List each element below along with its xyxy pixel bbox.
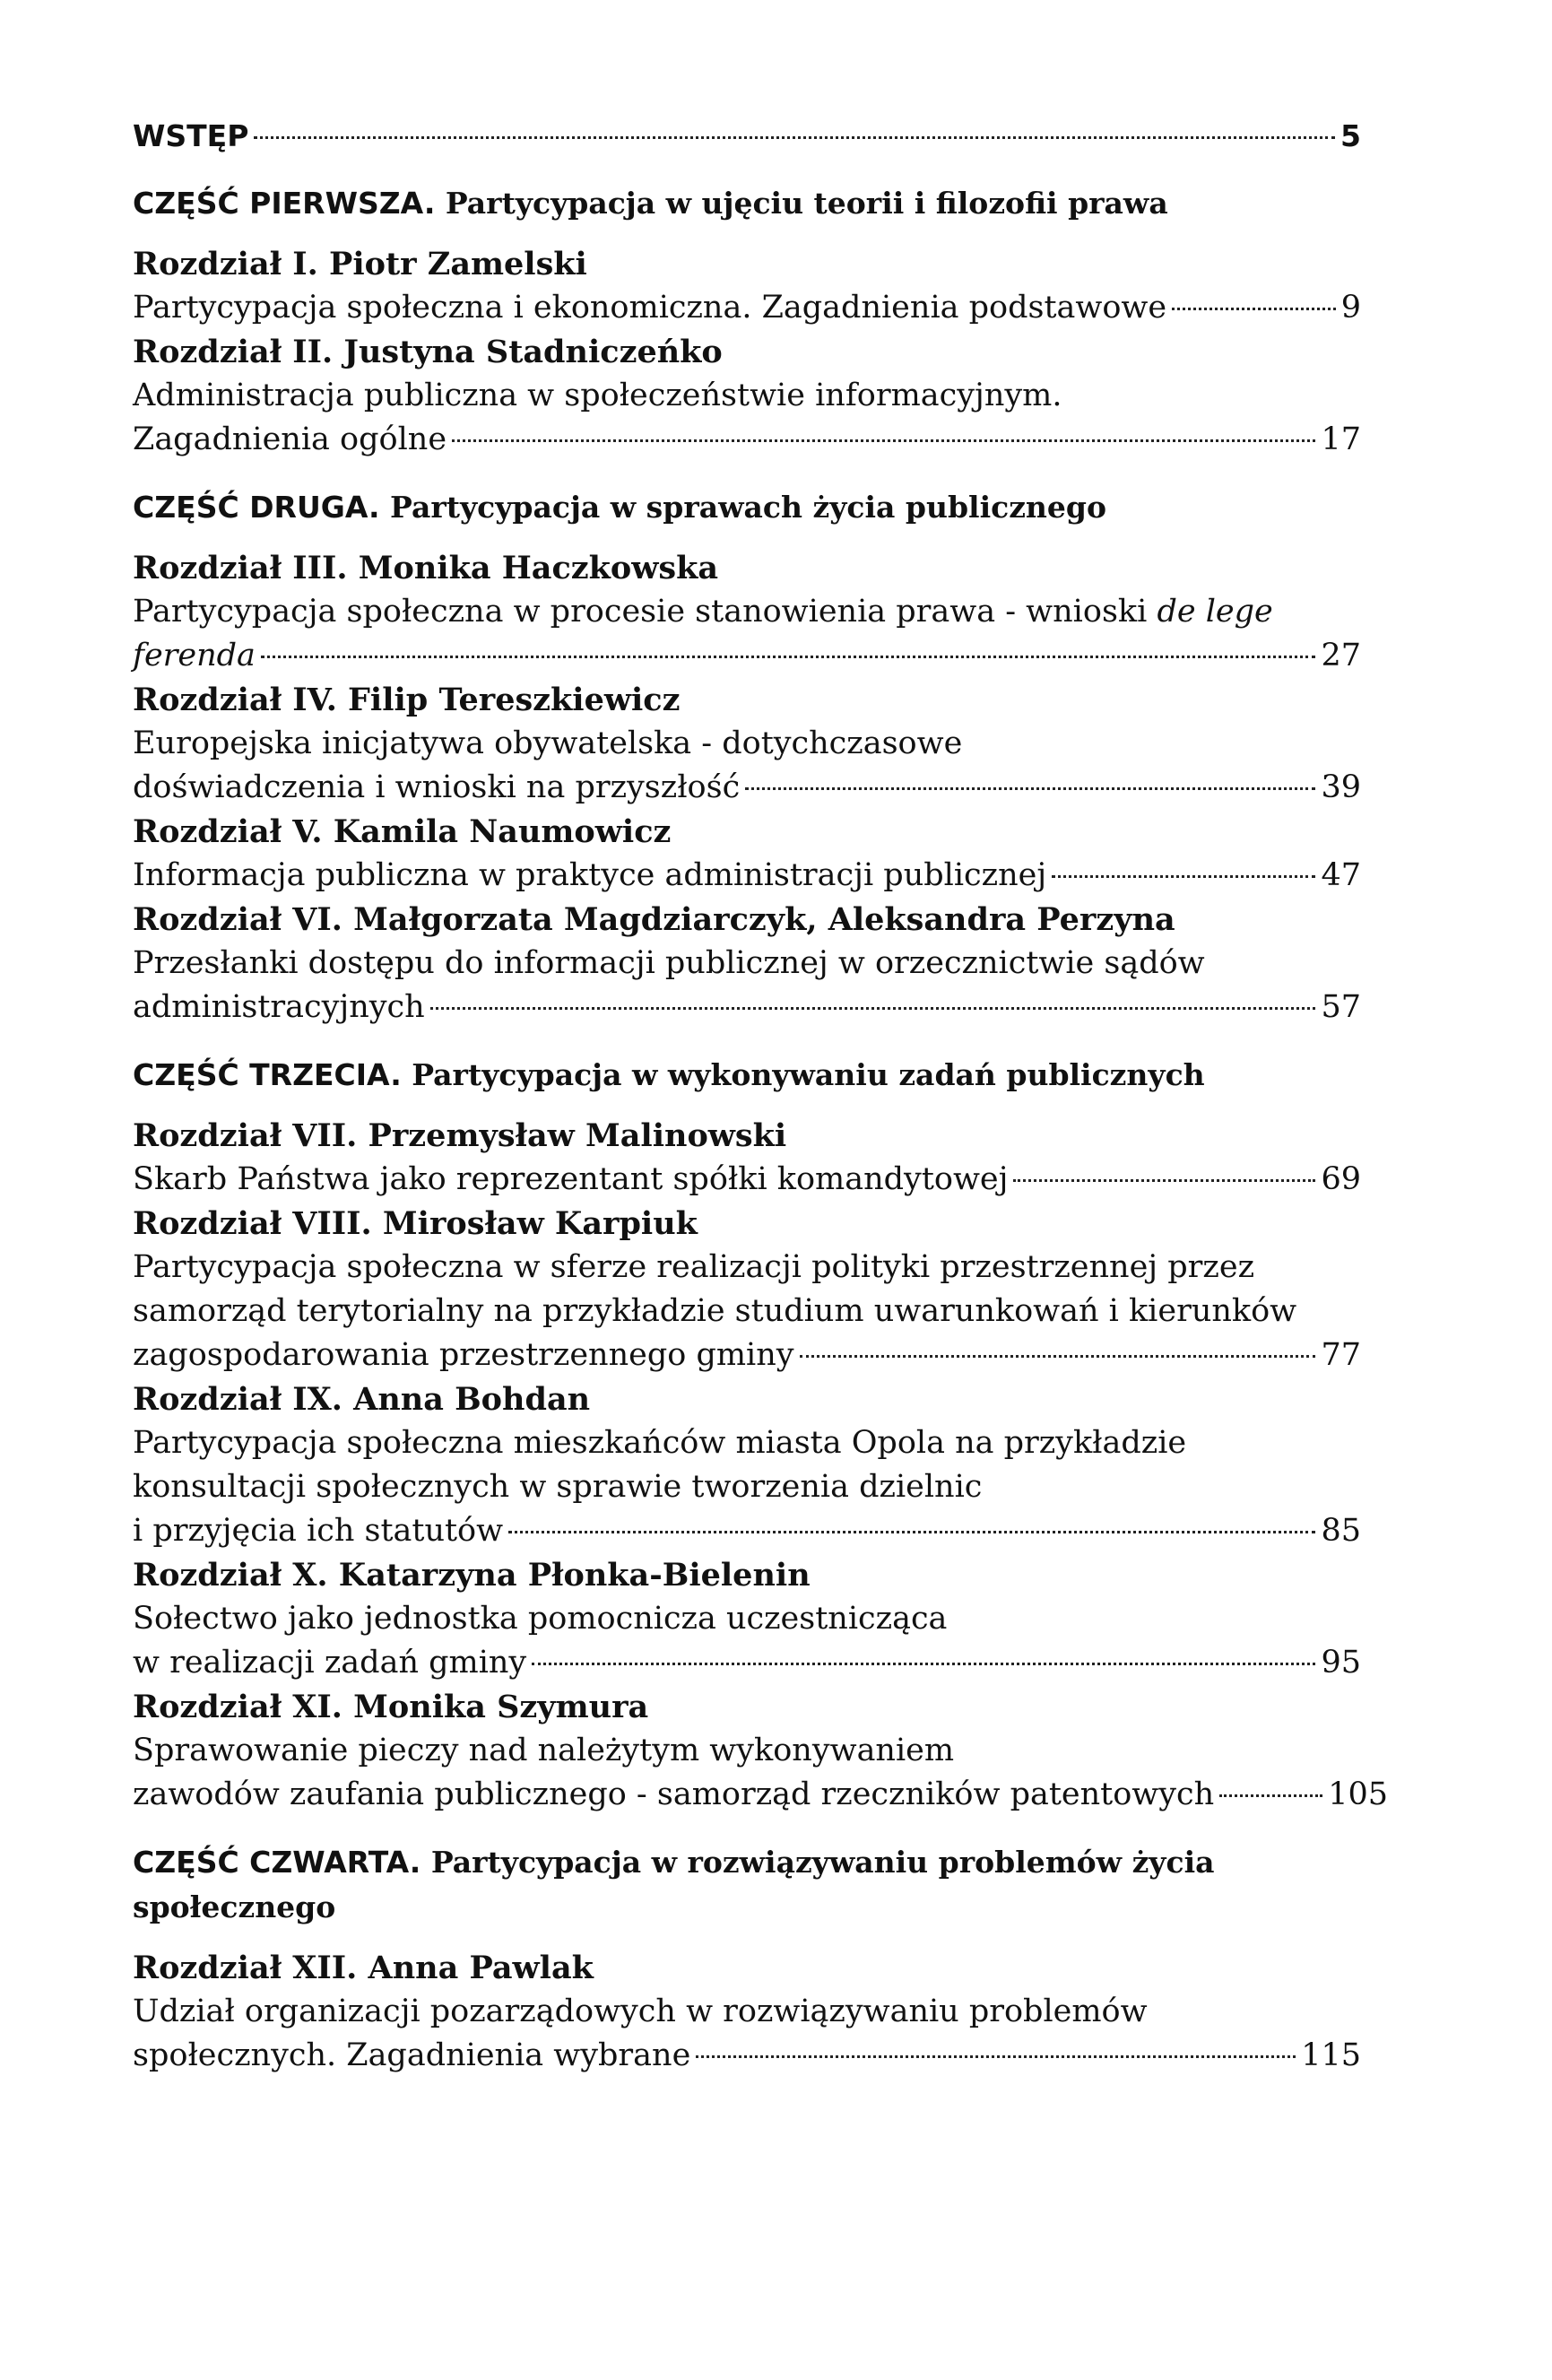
part-heading-1	[133, 181, 1361, 226]
leader-dots	[1052, 875, 1315, 878]
chapter-heading: Rozdział IX. Anna Bohdan	[133, 1381, 591, 1418]
part-label: CZĘŚĆ CZWARTA.	[133, 1845, 421, 1880]
chapter-2[interactable]	[133, 330, 1388, 462]
page-number: 27	[1321, 638, 1361, 673]
chapter-5[interactable]	[133, 810, 1388, 898]
part-title: Partycypacja w sprawach życia publicznego	[390, 490, 1107, 525]
leader-dots	[1013, 1179, 1315, 1182]
intro-label: WSTĘP	[133, 118, 249, 153]
leader-dots	[745, 787, 1315, 790]
chapter-heading: Rozdział VI. Małgorzata Magdziarczyk, Aleksandra Perzyna	[133, 901, 1175, 938]
chapter-heading: Rozdział X. Katarzyna Płonka-Bielenin	[133, 1557, 811, 1594]
chapter-title-line: samorząd terytorialny na przykładzie studium uwarunkowań i kierunków	[133, 1293, 1297, 1329]
page-number: 47	[1321, 857, 1361, 893]
chapter-title-line: Przesłanki dostępu do informacji publicznej w orzecznictwie sądów	[133, 945, 1205, 981]
chapter-title-line	[133, 418, 1361, 462]
chapter-title-line: Administracja publiczna w społeczeństwie informacyjnym.	[133, 378, 1062, 413]
leader-dots	[452, 439, 1315, 442]
chapter-title-line	[133, 1509, 1361, 1553]
chapter-3[interactable]	[133, 546, 1388, 678]
chapter-6[interactable]	[133, 898, 1388, 1029]
chapter-title-text: ferenda	[133, 638, 256, 673]
chapter-title-line	[133, 2034, 1361, 2078]
page-number: 69	[1321, 1161, 1361, 1197]
chapter-title-line	[133, 986, 1361, 1029]
part-title-continued: społecznego	[133, 1889, 336, 1924]
page-number: 39	[1321, 769, 1361, 805]
chapter-title-line: Partycypacja społeczna w sferze realizacji polityki przestrzennej przez	[133, 1249, 1255, 1285]
chapter-heading: Rozdział V. Kamila Naumowicz	[133, 813, 672, 850]
chapter-title-line: Partycypacja społeczna mieszkańców miasta Opola na przykładzie	[133, 1425, 1187, 1461]
part-label: CZĘŚĆ TRZECIA.	[133, 1057, 402, 1092]
intro-page: 5	[1340, 118, 1361, 153]
chapter-heading: Rozdział III. Monika Haczkowska	[133, 550, 719, 586]
chapter-heading: Rozdział VIII. Mirosław Karpiuk	[133, 1205, 698, 1242]
chapter-8[interactable]	[133, 1202, 1388, 1377]
leader-dots	[430, 1007, 1316, 1010]
chapter-title-line	[133, 286, 1361, 330]
chapter-heading: Rozdział I. Piotr Zamelski	[133, 246, 587, 282]
part-title: Partycypacja w ujęciu teorii i filozofii prawa	[445, 186, 1168, 221]
chapter-title-line: konsultacji społecznych w sprawie tworzenia dzielnic	[133, 1469, 983, 1505]
latin-phrase: de lege	[1157, 594, 1273, 630]
chapter-1[interactable]	[133, 242, 1388, 330]
chapter-title-text: społecznych. Zagadnienia wybrane	[133, 2037, 691, 2073]
chapter-4[interactable]	[133, 678, 1388, 810]
chapter-title-line	[133, 1773, 1388, 1817]
chapter-title-line: Europejska inicjatywa obywatelska - dotychczasowe	[133, 725, 963, 761]
chapter-title-line	[133, 1641, 1361, 1685]
leader-dots	[532, 1663, 1315, 1665]
page-number: 17	[1321, 421, 1361, 457]
chapter-7[interactable]	[133, 1114, 1388, 1202]
page-number: 105	[1328, 1776, 1388, 1812]
part-title: Partycypacja w rozwiązywaniu problemów życia	[430, 1845, 1215, 1880]
chapter-title-line	[133, 1158, 1361, 1202]
toc-entry-intro[interactable]	[133, 115, 1361, 158]
chapter-11[interactable]	[133, 1685, 1388, 1817]
chapter-heading: Rozdział II. Justyna Stadniczeńko	[133, 334, 723, 370]
part-label: CZĘŚĆ PIERWSZA.	[133, 186, 436, 221]
chapter-title-text: i przyjęcia ich statutów	[133, 1513, 504, 1549]
chapter-title-text: Skarb Państwa jako reprezentant spółki komandytowej	[133, 1161, 1009, 1197]
table-of-contents	[133, 115, 1388, 2078]
chapter-title-line: Sołectwo jako jednostka pomocnicza uczestnicząca	[133, 1601, 948, 1637]
chapter-heading: Rozdział XII. Anna Pawlak	[133, 1950, 594, 1986]
chapter-title-text: administracyjnych	[133, 989, 425, 1025]
chapter-title-text: Zagadnienia ogólne	[133, 421, 447, 457]
part-heading-3	[133, 1053, 1361, 1098]
chapter-heading: Rozdział VII. Przemysław Malinowski	[133, 1117, 787, 1154]
leader-dots	[800, 1355, 1316, 1358]
chapter-title-text: w realizacji zadań gminy	[133, 1645, 527, 1681]
page-number: 77	[1321, 1337, 1361, 1373]
leader-dots	[1172, 308, 1336, 310]
chapter-title-text: zagospodarowania przestrzennego gminy	[133, 1337, 794, 1373]
part-title: Partycypacja w wykonywaniu zadań publicznych	[412, 1057, 1205, 1092]
part-label: CZĘŚĆ DRUGA.	[133, 490, 380, 525]
page-number: 57	[1321, 989, 1361, 1025]
chapter-title-text: doświadczenia i wnioski na przyszłość	[133, 769, 741, 805]
chapter-10[interactable]	[133, 1553, 1388, 1685]
chapter-title-text: Partycypacja społeczna i ekonomiczna. Zagadnienia podstawowe	[133, 290, 1167, 326]
page-number: 115	[1301, 2037, 1361, 2073]
part-heading-2	[133, 485, 1361, 530]
leader-dots	[261, 656, 1316, 658]
leader-dots	[1219, 1794, 1322, 1797]
chapter-title-text: Informacja publiczna w praktyce administracji publicznej	[133, 857, 1047, 893]
chapter-title-text: zawodów zaufania publicznego - samorząd rzeczników patentowych	[133, 1776, 1215, 1812]
chapter-title-line	[133, 1333, 1361, 1377]
leader-dots	[508, 1531, 1315, 1533]
page-number: 9	[1340, 290, 1361, 326]
page-number: 85	[1321, 1513, 1361, 1549]
chapter-title-line	[133, 766, 1361, 810]
chapter-heading: Rozdział IV. Filip Tereszkiewicz	[133, 682, 681, 718]
page-number: 95	[1321, 1645, 1361, 1681]
chapter-title-line: Sprawowanie pieczy nad należytym wykonywaniem	[133, 1733, 955, 1768]
leader-dots	[254, 136, 1335, 139]
chapter-title-line: Udział organizacji pozarządowych w rozwiązywaniu problemów	[133, 1993, 1148, 2029]
chapter-title-line: Partycypacja społeczna w procesie stanowienia prawa - wnioski de lege	[133, 594, 1273, 630]
chapter-title-line	[133, 634, 1361, 678]
chapter-12[interactable]	[133, 1946, 1388, 2078]
chapter-title-line	[133, 854, 1361, 898]
chapter-9[interactable]	[133, 1377, 1388, 1553]
leader-dots	[696, 2055, 1296, 2058]
part-heading-4	[133, 1840, 1361, 1930]
chapter-heading: Rozdział XI. Monika Szymura	[133, 1689, 649, 1725]
